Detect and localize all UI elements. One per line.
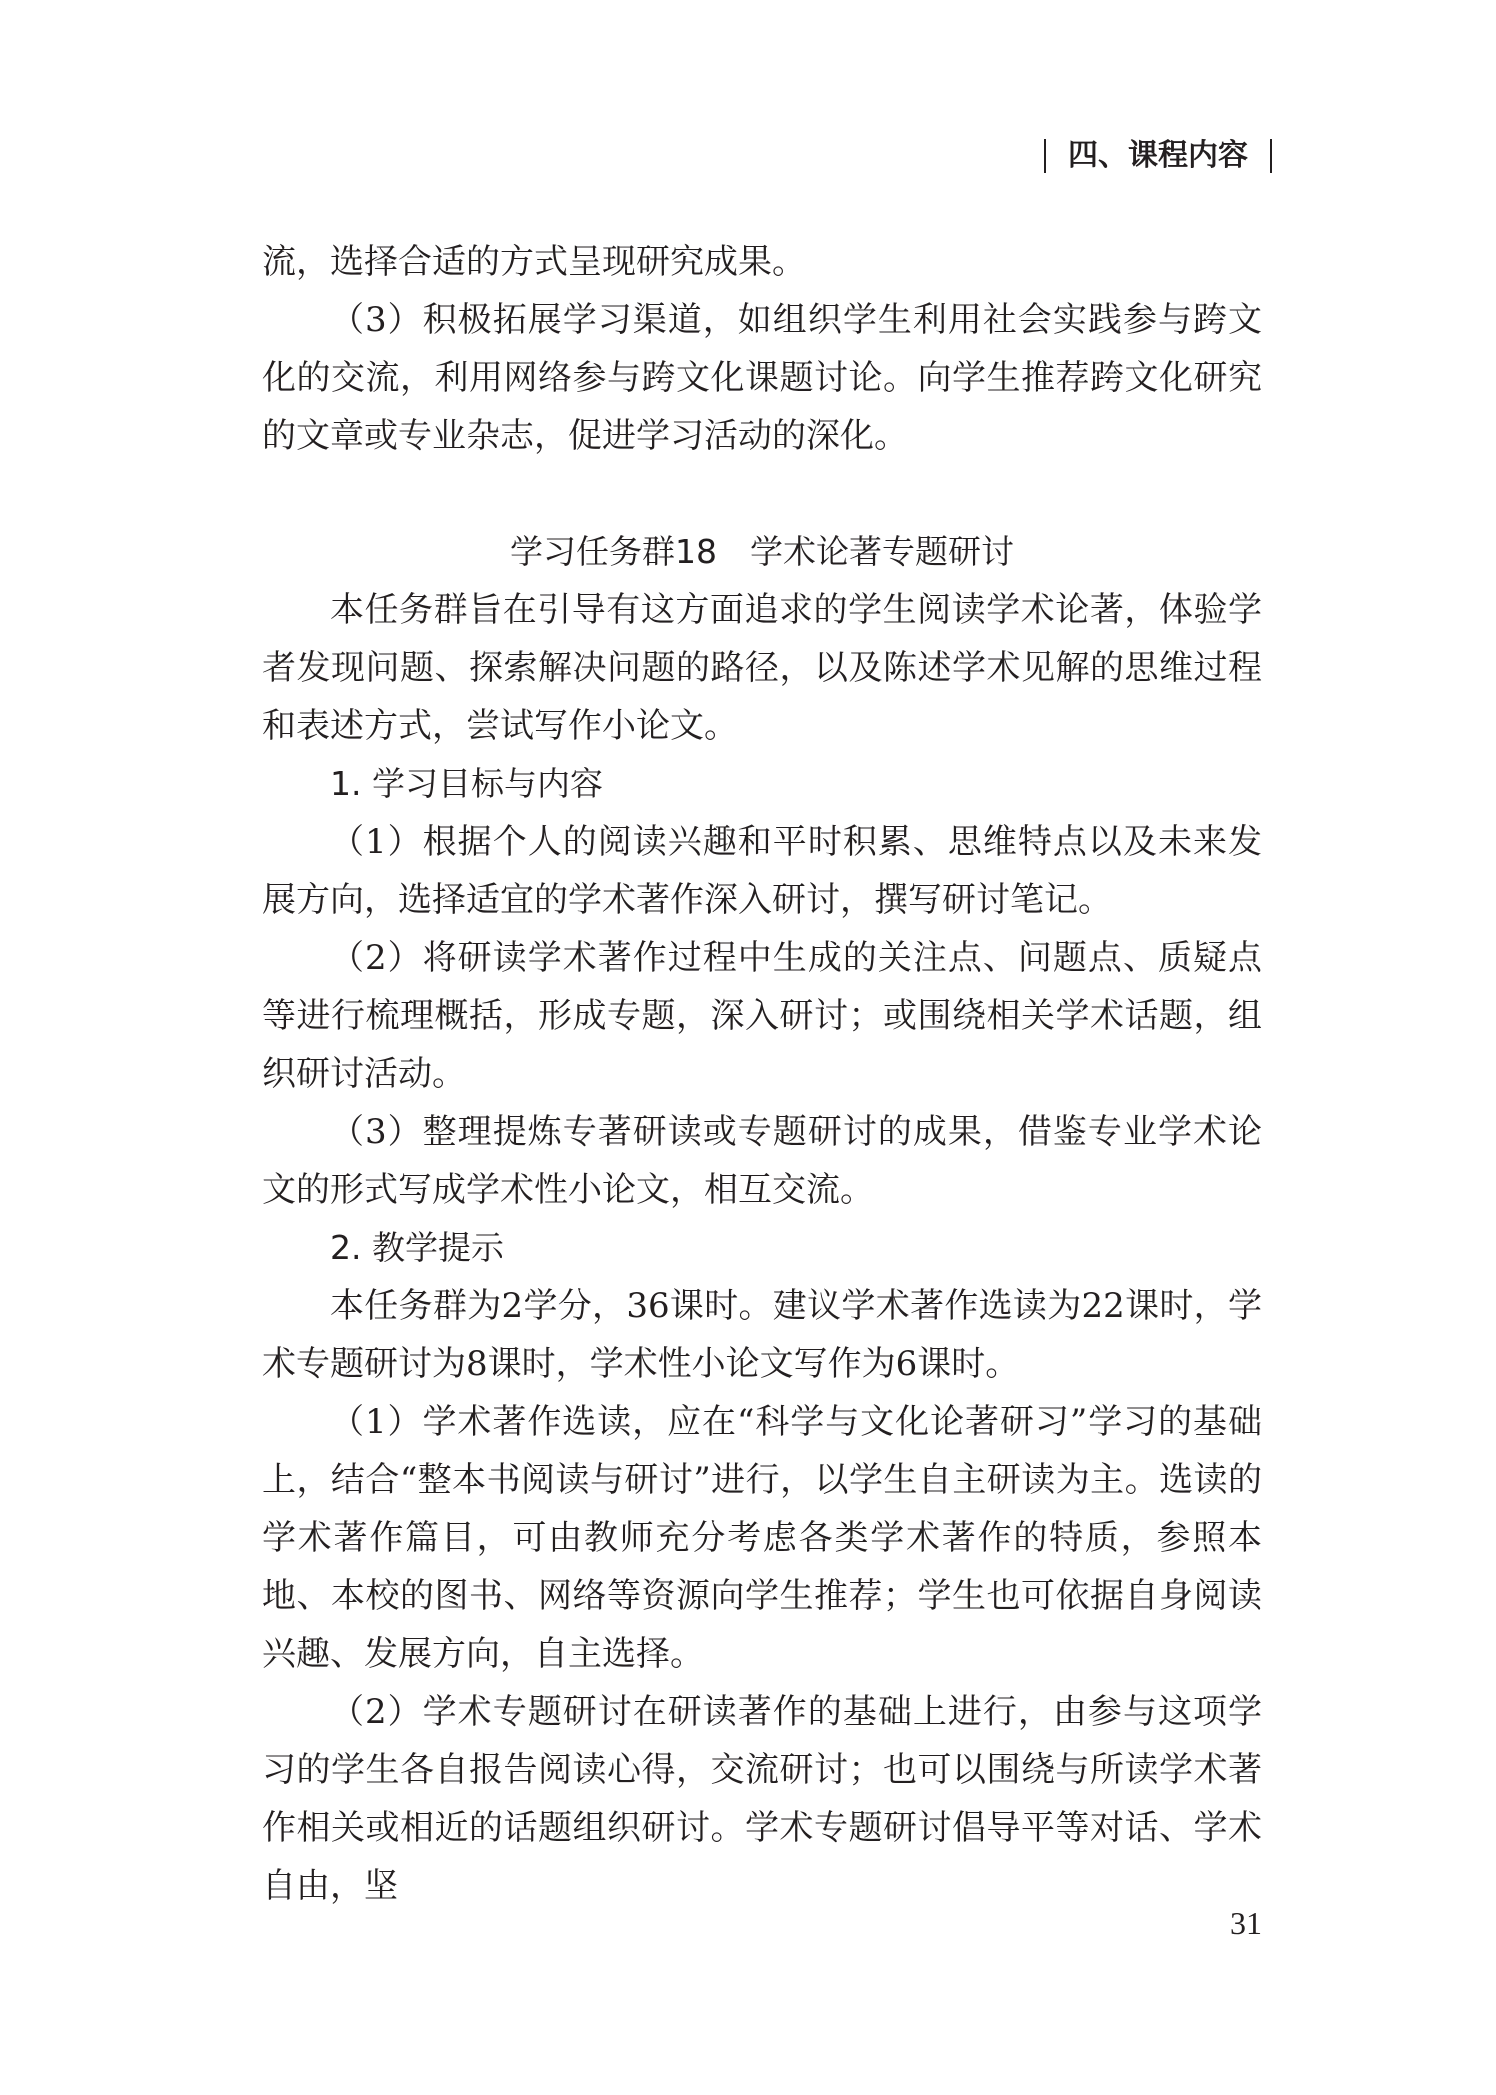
header-right-divider <box>1270 139 1272 173</box>
paragraph-continued: 流，选择合适的方式呈现研究成果。 <box>262 242 806 282</box>
heading-goals: 1. 学习目标与内容 <box>330 764 603 803</box>
paragraph-prev-item-3: （3）积极拓展学习渠道，如组织学生利用社会实践参与跨文化的交流，利用网络参与跨文化课题讨论。向学生推荐跨文化研究的文章或专业杂志，促进学习活动的深化。 <box>262 300 1262 456</box>
paragraph-goal-1: （1）根据个人的阅读兴趣和平时积累、思维特点以及未来发展方向，选择适宜的学术著作深入研讨，撰写研讨笔记。 <box>262 822 1262 920</box>
heading-teaching-hints: 2. 教学提示 <box>330 1228 504 1267</box>
section-spacer <box>262 465 1262 523</box>
header-title: 四、课程内容 <box>1068 138 1248 173</box>
page-number: 31 <box>1230 1905 1262 1941</box>
paragraph-intro: 本任务群旨在引导有这方面追求的学生阅读学术论著，体验学者发现问题、探索解决问题的路径，以及陈述学术见解的思维过程和表述方式，尝试写作小论文。 <box>262 590 1262 746</box>
paragraph-hint-2: （2）学术专题研讨在研读著作的基础上进行，由参与这项学习的学生各自报告阅读心得，交流研讨；也可以围绕与所读学术著作相关或相近的话题组织研讨。学术专题研讨倡导平等对话、学术自由，坚 <box>262 1692 1262 1906</box>
paragraph-hint-intro: 本任务群为2学分，36课时。建议学术著作选读为22课时，学术专题研讨为8课时，学术性小论文写作为6课时。 <box>262 1286 1262 1384</box>
header-left-divider <box>1044 139 1046 173</box>
paragraph-hint-1: （1）学术著作选读，应在“科学与文化论著研习”学习的基础上，结合“整本书阅读与研讨”进行，以学生自主研读为主。选读的学术著作篇目，可由教师充分考虑各类学术著作的特质，参照本地、本校的图书、网络等资源向学生推荐；学生也可依据自身阅读兴趣、发展方向，自主选择。 <box>262 1402 1262 1674</box>
section-title: 学习任务群18 学术论著专题研讨 <box>510 532 1014 571</box>
page-body <box>262 233 1262 1915</box>
running-header <box>1044 136 1272 176</box>
paragraph-goal-3: （3）整理提炼专著研读或专题研讨的成果，借鉴专业学术论文的形式写成学术性小论文，相互交流。 <box>262 1112 1262 1210</box>
paragraph-goal-2: （2）将研读学术著作过程中生成的关注点、问题点、质疑点等进行梳理概括，形成专题，深入研讨；或围绕相关学术话题，组织研讨活动。 <box>262 938 1262 1094</box>
